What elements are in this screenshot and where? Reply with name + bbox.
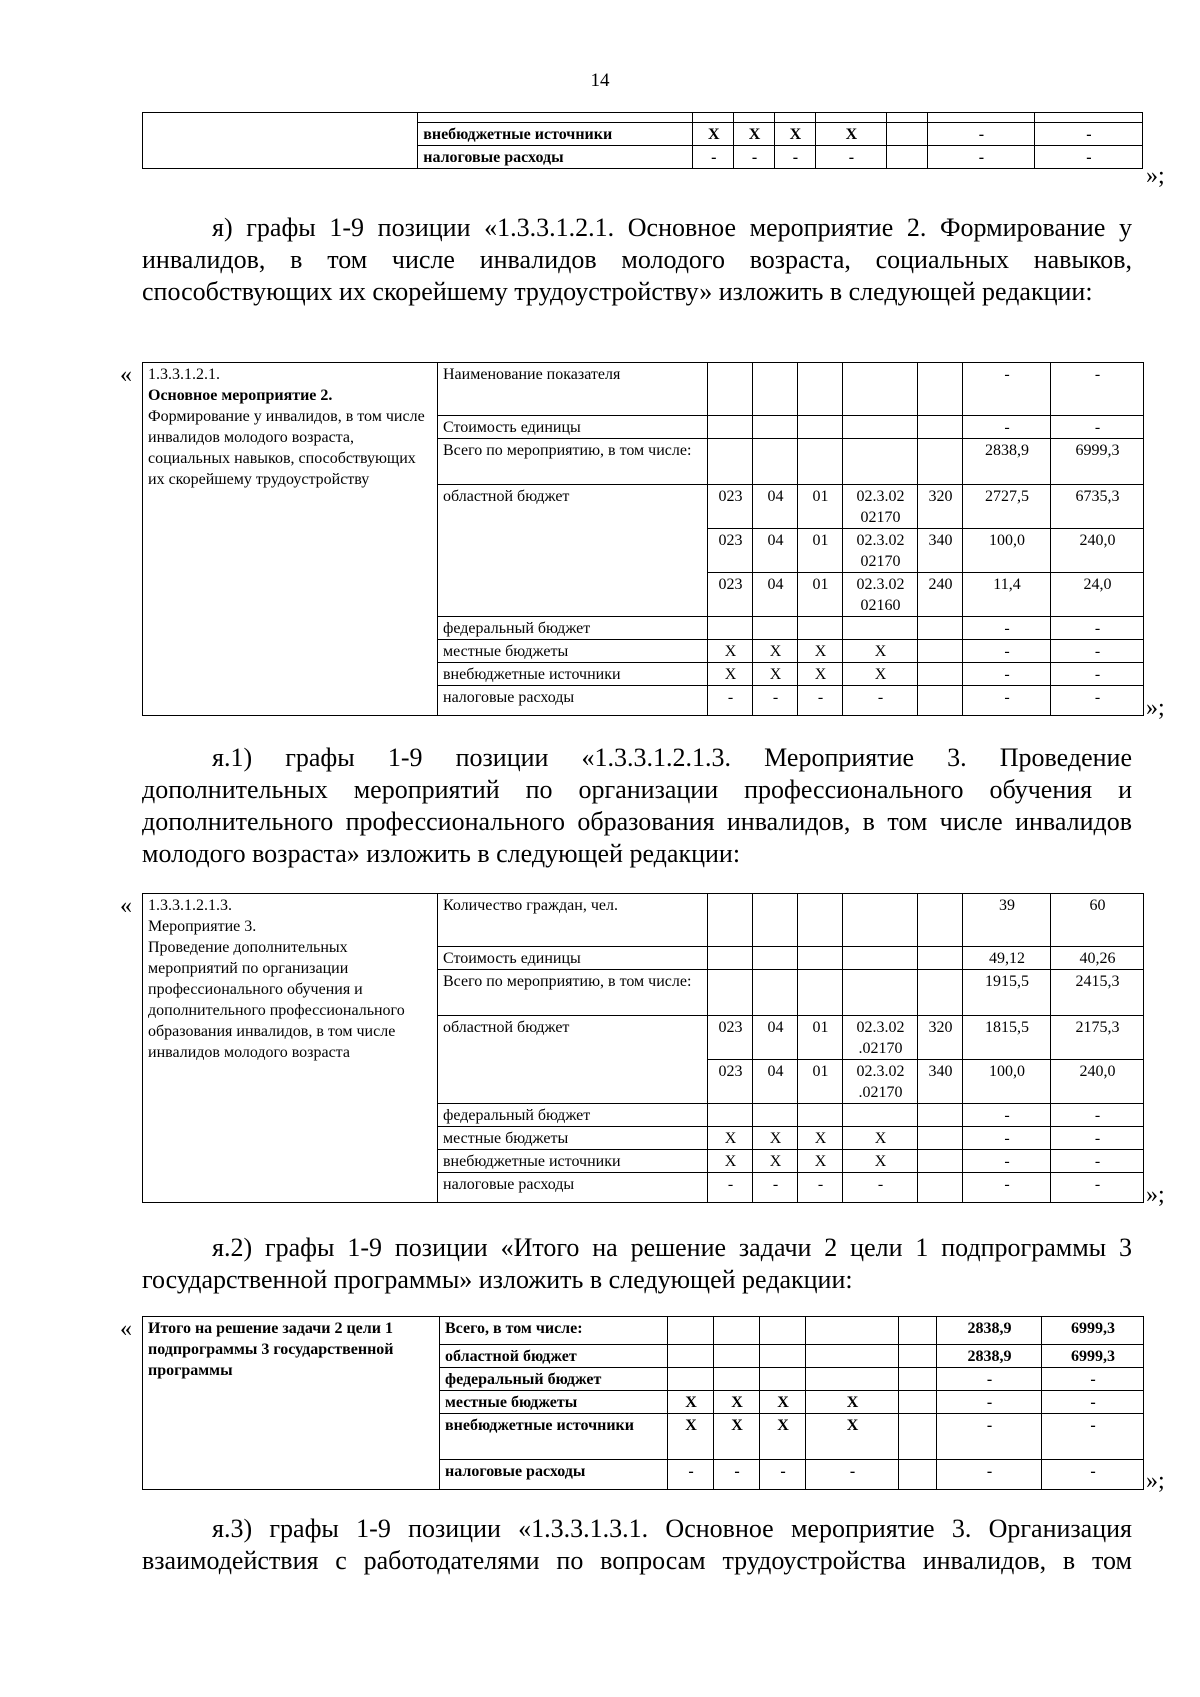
paragraph-ya2: я.2) графы 1-9 позиции «Итого на решение задачи 2 цели 1 подпрограммы 3 государственной программы» изложить в следующей редакции: (142, 1233, 1132, 1294)
table-row: внебюджетные источники X X X X - - (143, 123, 1143, 146)
opening-quote: « (120, 893, 132, 919)
paragraph-ya: я) графы 1-9 позиции «1.3.3.1.2.1. Основное мероприятие 2. Формирование у инвалидов, в том числе инвалидов молодого возраста, социальных навыков, способствующих их скорейшему трудоустройству» изложить в следующей редакции: (142, 213, 1132, 306)
closing-quote: »; (1146, 1182, 1165, 1208)
paragraph-ya3: я.3) графы 1-9 позиции «1.3.3.1.3.1. Основное мероприятие 3. Организация взаимодействия с работодателями по вопросам трудоустройства инвалидов, в том (142, 1514, 1132, 1575)
closing-quote: »; (1146, 1468, 1165, 1494)
continuation-table (142, 112, 1143, 169)
position-cell: 1.3.3.1.2.1. Основное мероприятие 2. Формирование у инвалидов, в том числе инвалидов молодого возраста, социальных навыков, способствующих их скорейшему трудоустройству (143, 363, 438, 716)
position-cell: 1.3.3.1.2.1.3. Мероприятие 3. Проведение дополнительных мероприятий по организации профессионального обучения и дополнительного профессионального образования инвалидов, в том числе инвалидов молодого возраста (143, 894, 438, 1203)
closing-quote: »; (1146, 695, 1165, 721)
opening-quote: « (120, 362, 132, 388)
measure-3-table: 1.3.3.1.2.1.3. Мероприятие 3. Проведение дополнительных мероприятий по организации профессионального обучения и дополнительного профессионального образования инвалидов, в том числе инвалидов молодого возраста Количество граждан, чел. 39 60 Стоимость единицы 49,12 40,26 Всего по мероприятию, в том числе: 1915,5 2415,3 областной бюджет 023 04 01 02.3.02 .02170 320 1815,5 2175,3 023 04 01 02.3.02 .02170 340 100,0 240,0 федеральный бюджет - - местные бюджеты X X X X - - внебюджетные источники X X X X - - налоговые расходы - - - - - - (142, 893, 1144, 1203)
table-row: налоговые расходы - - - - - - (143, 146, 1143, 169)
position-cell: Итого на решение задачи 2 цели 1 подпрограммы 3 государственной программы (143, 1317, 440, 1490)
closing-quote: »; (1146, 163, 1165, 189)
page-number: 14 (590, 70, 610, 91)
paragraph-ya1: я.1) графы 1-9 позиции «1.3.3.1.2.1.3. Мероприятие 3. Проведение дополнительных мероприятий по организации профессионального обучения и дополнительного профессионального образования инвалидов, в том числе инвалидов молодого возраста» изложить в следующей редакции: (142, 743, 1132, 868)
opening-quote: « (120, 1316, 132, 1342)
total-task-table: Итого на решение задачи 2 цели 1 подпрограммы 3 государственной программы Всего, в том числе: 2838,9 6999,3 областной бюджет 2838,9 6999,3 федеральный бюджет - - местные бюджеты X X X X - - внебюджетные источники X X X X - - налоговые расходы - - - - - - (142, 1316, 1144, 1490)
measure-2-table: 1.3.3.1.2.1. Основное мероприятие 2. Формирование у инвалидов, в том числе инвалидов молодого возраста, социальных навыков, способствующих их скорейшему трудоустройству Наименование показателя - - Стоимость единицы - - Всего по мероприятию, в том числе: 2838,9 6999,3 областной бюджет 023 04 01 02.3.02 02170 320 2727,5 6735,3 023 04 01 02.3.02 02170 340 100,0 240,0 023 04 01 02.3.02 02160 240 11,4 24,0 федеральный бюджет - - местные бюджеты X X X X - - внебюджетные источники X X X X - - налоговые расходы - - - - - - (142, 362, 1144, 716)
